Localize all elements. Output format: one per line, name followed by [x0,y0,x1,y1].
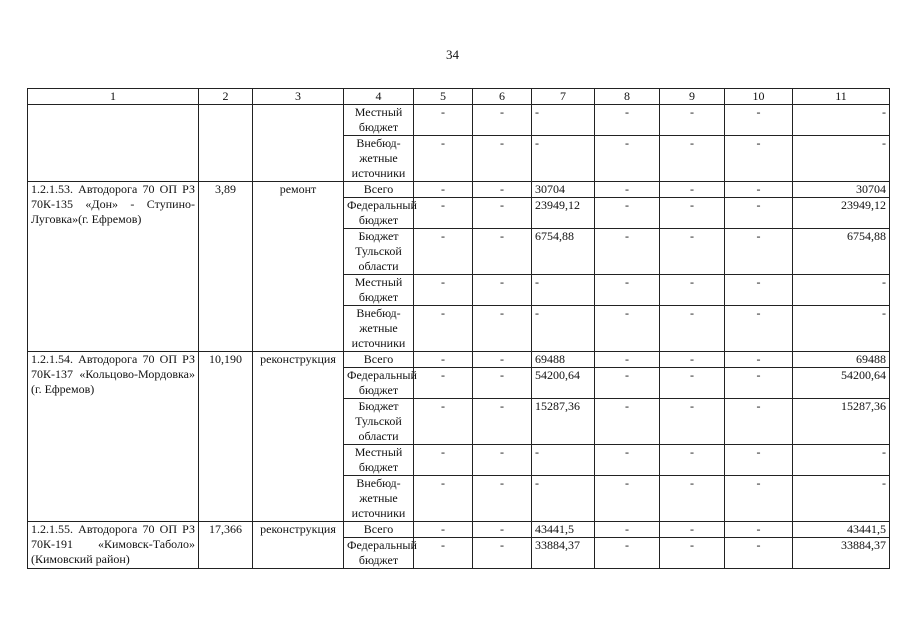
table-row [28,352,890,368]
column-header: 1 [28,89,199,105]
value-cell: - [725,182,793,198]
value-cell: - [414,522,473,538]
value-cell: - [595,538,660,569]
funding-source: Местный бюджет [344,445,414,476]
value-cell: - [660,229,725,275]
funding-source: Местный бюджет [344,105,414,136]
value-cell: - [725,476,793,522]
value-cell: - [595,399,660,445]
value-cell: - [660,352,725,368]
value-cell: - [725,229,793,275]
value-cell: - [595,198,660,229]
value-cell: 43441,5 [532,522,595,538]
value-cell: - [414,399,473,445]
value-cell: - [660,445,725,476]
value-cell: - [414,306,473,352]
value-cell: - [473,368,532,399]
column-header: 11 [793,89,890,105]
funding-source: Бюджет Тульской области [344,399,414,445]
value-cell: - [473,306,532,352]
length-cell [199,105,253,182]
value-cell: - [660,368,725,399]
value-cell: - [414,182,473,198]
value-cell: - [595,445,660,476]
funding-source: Внебюд-жетные источники [344,306,414,352]
value-cell: - [414,476,473,522]
value-cell: - [414,352,473,368]
road-length: 3,89 [199,182,253,352]
value-cell: - [793,275,890,306]
table-row [28,105,890,136]
value-cell: - [473,182,532,198]
value-cell: 30704 [532,182,595,198]
value-cell: - [473,136,532,182]
value-cell: 6754,88 [793,229,890,275]
value-cell: 54200,64 [793,368,890,399]
value-cell: - [595,306,660,352]
value-cell: - [595,182,660,198]
value-cell: - [660,198,725,229]
object-name: 1.2.1.54. Автодорога 70 ОП РЗ 70К-137 «Кольцово-Мордовка» (г. Ефремов) [28,352,199,522]
road-length: 17,366 [199,522,253,569]
value-cell: - [414,198,473,229]
value-cell: 33884,37 [532,538,595,569]
column-header: 6 [473,89,532,105]
value-cell: - [595,229,660,275]
value-cell: - [414,445,473,476]
value-cell: - [725,105,793,136]
value-cell: - [595,522,660,538]
value-cell: - [473,538,532,569]
value-cell: 23949,12 [532,198,595,229]
value-cell: - [595,476,660,522]
column-header: 10 [725,89,793,105]
value-cell: - [414,229,473,275]
value-cell: - [414,275,473,306]
table-row [28,522,890,538]
table-body [28,105,890,569]
value-cell: - [595,352,660,368]
value-cell: - [532,445,595,476]
value-cell: - [725,136,793,182]
value-cell: - [473,275,532,306]
funding-source: Бюджет Тульской области [344,229,414,275]
value-cell: - [725,538,793,569]
column-header: 3 [253,89,344,105]
value-cell: - [660,306,725,352]
value-cell: 69488 [793,352,890,368]
value-cell: - [793,105,890,136]
value-cell: - [725,445,793,476]
value-cell: - [725,275,793,306]
value-cell: - [532,105,595,136]
value-cell: 23949,12 [793,198,890,229]
value-cell: - [473,198,532,229]
value-cell: - [532,136,595,182]
column-header: 2 [199,89,253,105]
value-cell: - [793,476,890,522]
value-cell: - [725,198,793,229]
value-cell: - [473,476,532,522]
value-cell: - [473,445,532,476]
column-number-row [28,89,890,105]
value-cell: - [793,136,890,182]
value-cell: - [725,306,793,352]
value-cell: - [595,275,660,306]
work-type: реконструкция [253,352,344,522]
value-cell: - [414,368,473,399]
object-name: 1.2.1.53. Автодорога 70 ОП РЗ 70К-135 «Дон» - Ступино-Луговка»(г. Ефремов) [28,182,199,352]
funding-source: Внебюд-жетные источники [344,476,414,522]
funding-source: Всего [344,182,414,198]
column-header: 7 [532,89,595,105]
value-cell: - [660,538,725,569]
funding-source: Федеральный бюджет [344,368,414,399]
value-cell: - [473,522,532,538]
value-cell: - [660,136,725,182]
value-cell: - [473,399,532,445]
value-cell: - [414,538,473,569]
value-cell: - [725,368,793,399]
value-cell: - [793,306,890,352]
work-type: реконструкция [253,522,344,569]
value-cell: - [532,275,595,306]
value-cell: - [595,136,660,182]
value-cell: 69488 [532,352,595,368]
value-cell: 43441,5 [793,522,890,538]
value-cell: - [725,352,793,368]
value-cell: - [473,352,532,368]
value-cell: 15287,36 [793,399,890,445]
value-cell: - [725,399,793,445]
value-cell: 54200,64 [532,368,595,399]
column-header: 5 [414,89,473,105]
value-cell: - [532,476,595,522]
funding-source: Федеральный бюджет [344,538,414,569]
value-cell: 6754,88 [532,229,595,275]
value-cell: 30704 [793,182,890,198]
work-type: ремонт [253,182,344,352]
object-name: 1.2.1.55. Автодорога 70 ОП РЗ 70К-191 «Кимовск-Таболо» (Кимовский район) [28,522,199,569]
funding-source: Внебюд-жетные источники [344,136,414,182]
value-cell: - [595,368,660,399]
value-cell: 33884,37 [793,538,890,569]
table-row [28,182,890,198]
value-cell: - [414,105,473,136]
funding-source: Федеральный бюджет [344,198,414,229]
value-cell: - [414,136,473,182]
value-cell: - [660,522,725,538]
value-cell: - [473,229,532,275]
value-cell: - [725,522,793,538]
value-cell: - [660,476,725,522]
value-cell: - [793,445,890,476]
funding-source: Всего [344,352,414,368]
column-header: 8 [595,89,660,105]
value-cell: - [660,275,725,306]
value-cell: - [532,306,595,352]
value-cell: - [660,105,725,136]
value-cell: - [660,399,725,445]
funding-source: Местный бюджет [344,275,414,306]
column-header: 9 [660,89,725,105]
object-name-cell [28,105,199,182]
value-cell: - [473,105,532,136]
funding-source: Всего [344,522,414,538]
page-number: 34 [446,47,459,62]
financing-table [27,88,890,569]
work-type-cell [253,105,344,182]
road-length: 10,190 [199,352,253,522]
column-header: 4 [344,89,414,105]
value-cell: - [595,105,660,136]
value-cell: - [660,182,725,198]
value-cell: 15287,36 [532,399,595,445]
